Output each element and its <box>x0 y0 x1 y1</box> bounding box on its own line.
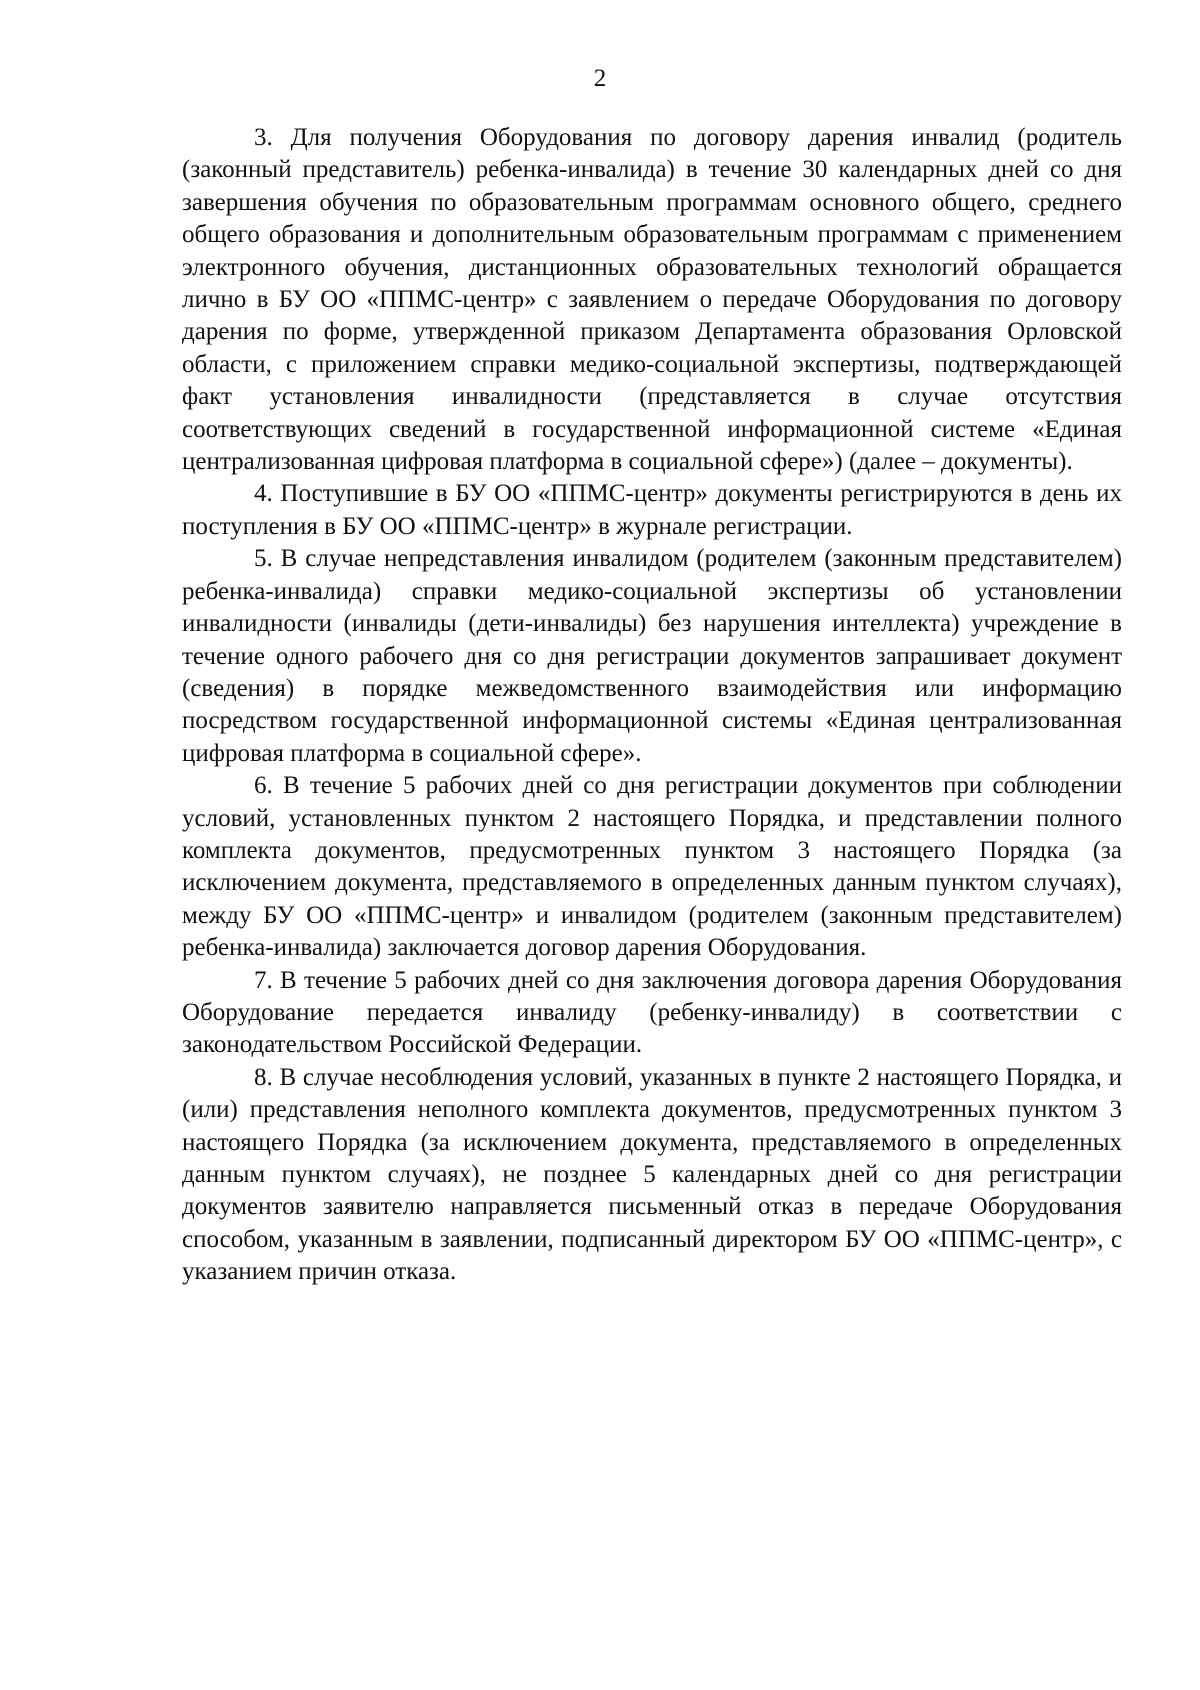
document-body <box>182 122 1122 1289</box>
paragraph-4: 4. Поступившие в БУ ОО «ППМС-центр» документы регистрируются в день их поступления в БУ ОО «ППМС-центр» в журнале регистрации. <box>182 480 1122 540</box>
paragraph-3: 3. Для получения Оборудования по договору дарения инвалид (родитель (законный представитель) ребенка-инвалида) в течение 30 календарных дней со дня завершения обучения по образовательным программам основного общего, среднего общего образования и дополнительным образовательным программам с применением электронного обучения, дистанционных образовательных технологий обращается лично в БУ ОО «ППМС-центр» с заявлением о передаче Оборудования по договору дарения по форме, утвержденной приказом Департамента образования Орловской области, с приложением справки медико-социальной экспертизы, подтверждающей факт установления инвалидности (представляется в случае отсутствия соответствующих сведений в государственной информационной системе «Единая централизованная цифровая платформа в социальной сфере») (далее – документы). <box>182 124 1122 476</box>
paragraph-7: 7. В течение 5 рабочих дней со дня заключения договора дарения Оборудования Оборудование передается инвалиду (ребенку-инвалиду) в соответствии с законодательством Российской Федерации. <box>182 966 1122 1059</box>
paragraph-6: 6. В течение 5 рабочих дней со дня регистрации документов при соблюдении условий, установленных пунктом 2 настоящего Порядка, и представлении полного комплекта документов, предусмотренных пунктом 3 настоящего Порядка (за исключением документа, представляемого в определенных данным пунктом случаях), между БУ ОО «ППМС-центр» и инвалидом (родителем (законным представителем) ребенка-инвалида) заключается договор дарения Оборудования. <box>182 772 1122 962</box>
page-number: 2 <box>593 65 607 92</box>
paragraph-8: 8. В случае несоблюдения условий, указанных в пункте 2 настоящего Порядка, и (или) представления неполного комплекта документов, предусмотренных пунктом 3 настоящего Порядка (за исключением документа, представляемого в определенных данным пунктом случаях), не позднее 5 календарных дней со дня регистрации документов заявителю направляется письменный отказ в передаче Оборудования способом, указанным в заявлении, подписанный директором БУ ОО «ППМС-центр», с указанием причин отказа. <box>182 1063 1122 1286</box>
paragraph-5: 5. В случае непредставления инвалидом (родителем (законным представителем) ребенка-инвалида) справки медико-социальной экспертизы об установлении инвалидности (инвалиды (дети-инвалиды) без нарушения интеллекта) учреждение в течение одного рабочего дня со дня регистрации документов запрашивает документ (сведения) в порядке межведомственного взаимодействия или информацию посредством государственной информационной системы «Единая централизованная цифровая платформа в социальной сфере». <box>182 545 1122 767</box>
